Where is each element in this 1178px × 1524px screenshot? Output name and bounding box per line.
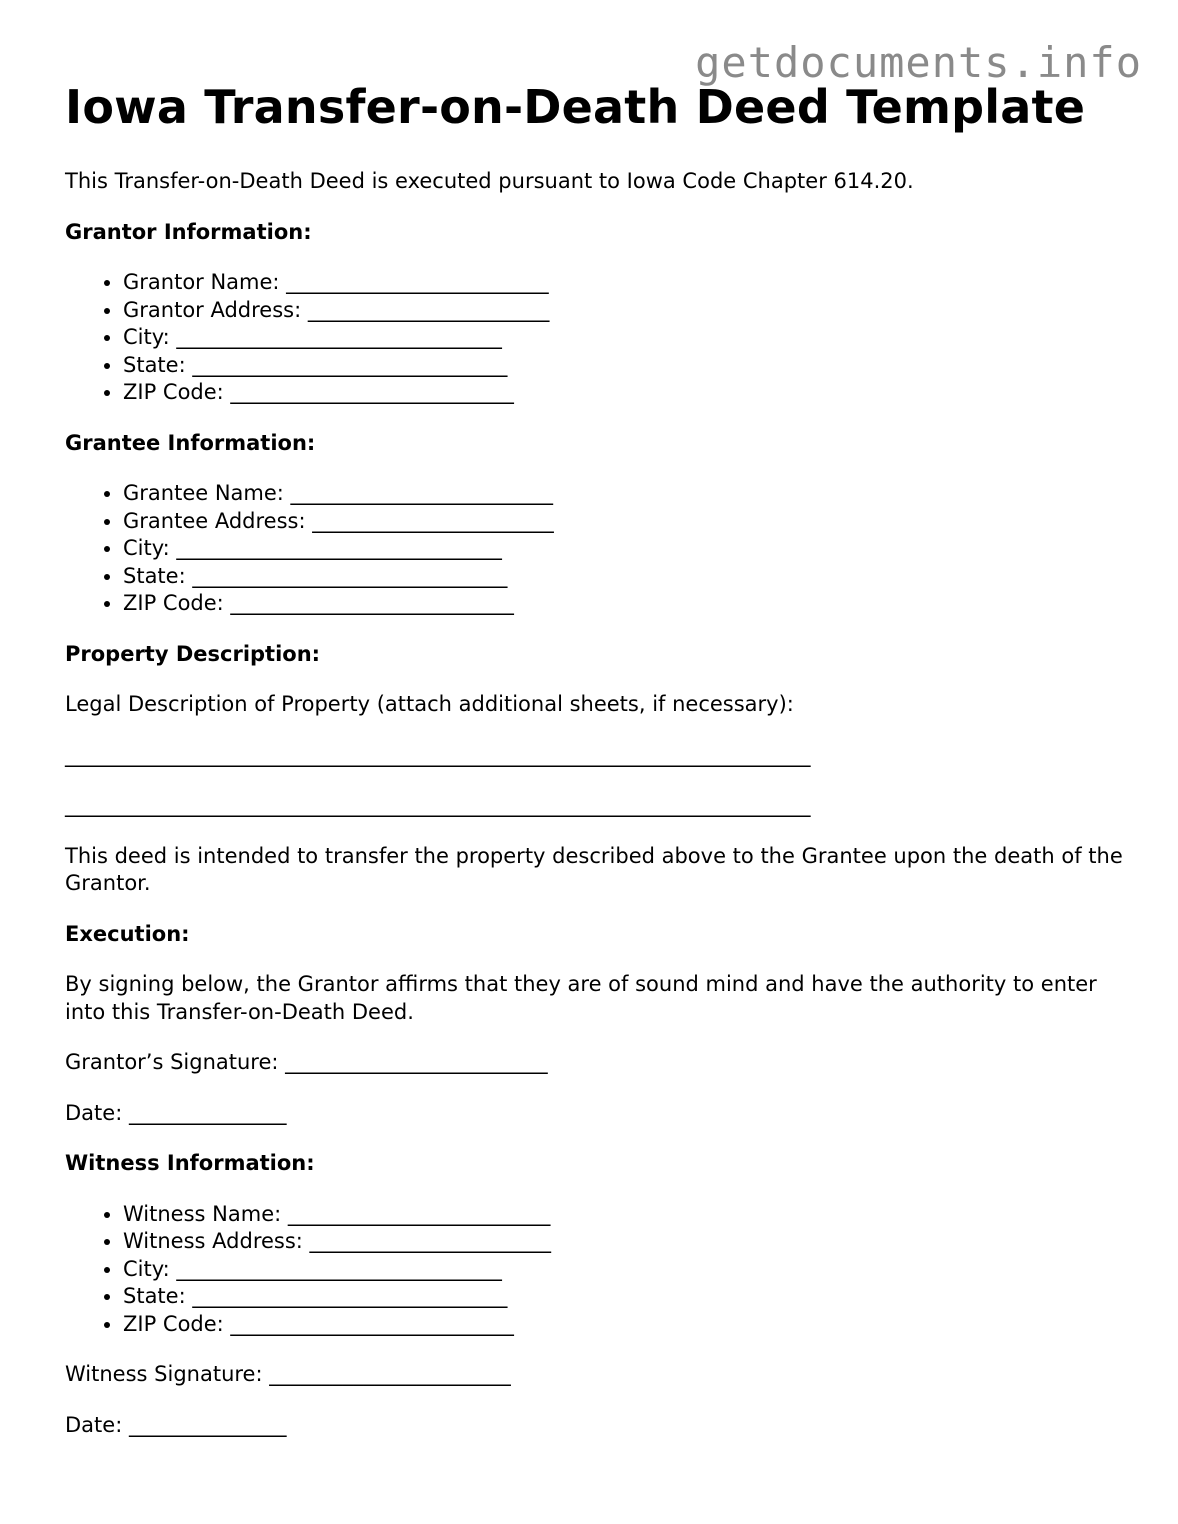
property-description-line-2[interactable]: _______________________________________________________________________ [65,793,811,817]
witness-zip-field[interactable]: • ZIP Code: ___________________________ [123,1311,1125,1339]
execution-statement: By signing below, the Grantor affirms that they are of sound mind and have the authority to enter into this Transfer-on-Death Deed. [65,972,1097,1024]
property-heading: Property Description: [65,641,321,666]
watermark: getdocuments.info [695,38,1142,87]
grantor-date-field[interactable]: Date: _______________ [65,1100,287,1125]
grantee-address-field[interactable]: • Grantee Address: _______________________ [123,508,1125,536]
intro-text: This Transfer-on-Death Deed is executed pursuant to Iowa Code Chapter 614.20. [65,169,914,193]
execution-heading: Execution: [65,921,190,946]
grantee-city-field[interactable]: • City: _______________________________ [123,535,1125,563]
witness-name-field[interactable]: • Witness Name: _________________________ [123,1201,1125,1229]
grantee-list [65,480,1125,618]
grantee-state-field[interactable]: • State: ______________________________ [123,563,1125,591]
document-body [65,168,1125,1462]
property-description-line-1[interactable]: _______________________________________________________________________ [65,742,811,767]
witness-date-field[interactable]: Date: _______________ [65,1412,287,1437]
property-statement: This deed is intended to transfer the property described above to the Grantee upon the death of the Grantor. [65,843,1123,895]
grantee-zip-field[interactable]: • ZIP Code: ___________________________ [123,590,1125,618]
grantor-city-field[interactable]: • City: _______________________________ [123,324,1125,352]
grantor-state-field[interactable]: • State: ______________________________ [123,352,1125,380]
grantor-heading: Grantor Information: [65,219,312,244]
grantor-list [65,269,1125,407]
grantee-name-field[interactable]: • Grantee Name: _________________________ [123,480,1125,508]
witness-list [65,1201,1125,1339]
witness-signature-field[interactable]: Witness Signature: _______________________ [65,1362,511,1386]
property-label: Legal Description of Property (attach additional sheets, if necessary): [65,692,794,716]
grantor-signature-field[interactable]: Grantor’s Signature: _________________________ [65,1050,548,1074]
witness-state-field[interactable]: • State: ______________________________ [123,1283,1125,1311]
grantee-heading: Grantee Information: [65,430,316,455]
grantor-address-field[interactable]: • Grantor Address: _______________________ [123,297,1125,325]
page-title: Iowa Transfer-on-Death Deed Template [65,80,1086,134]
grantor-zip-field[interactable]: • ZIP Code: ___________________________ [123,379,1125,407]
witness-address-field[interactable]: • Witness Address: _______________________ [123,1228,1125,1256]
witness-city-field[interactable]: • City: _______________________________ [123,1256,1125,1284]
grantor-name-field[interactable]: • Grantor Name: _________________________ [123,269,1125,297]
witness-heading: Witness Information: [65,1151,315,1175]
